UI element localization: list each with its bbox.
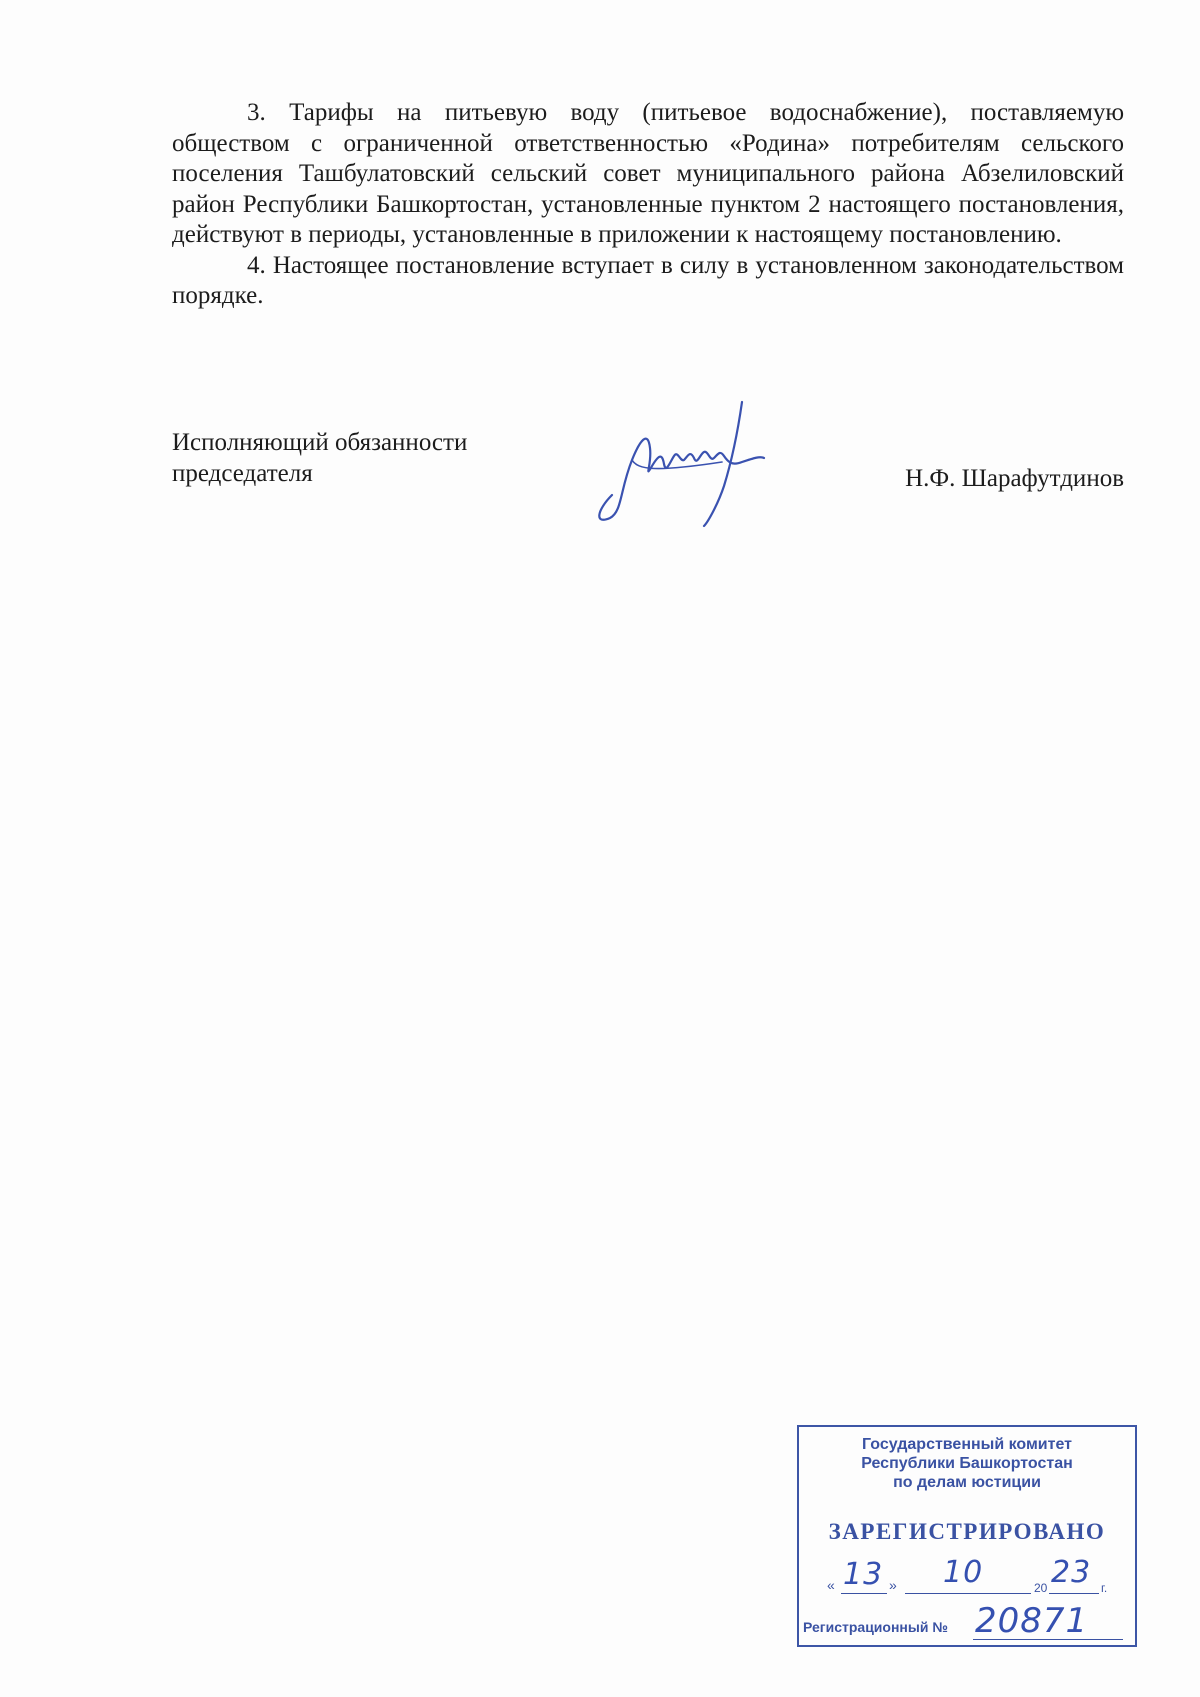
stamp-year-unit: г. bbox=[1101, 1581, 1108, 1595]
paragraph-3: 3. Тарифы на питьевую воду (питьевое водоснабжение), поставляемую обществом с ограниченной ответственностью «Родина» потребителям сельского поселения Ташбулатовский сельский совет муниципального района Абзелиловский район Республики Башкортостан, установленные пунктом 2 настоящего постановления, действуют в периоды, установленные в приложении к настоящему постановлению. bbox=[172, 99, 1124, 248]
stamp-month: 10 bbox=[943, 1555, 984, 1590]
signer-position bbox=[172, 428, 467, 489]
stamp-close-quote: » bbox=[889, 1577, 897, 1593]
paragraph-4: 4. Настоящее постановление вступает в силу в установленном законодательством порядке. bbox=[172, 251, 1124, 309]
stamp-year-line bbox=[1049, 1593, 1099, 1594]
stamp-year: 23 bbox=[1051, 1555, 1092, 1590]
stamp-org-line1: Государственный комитет bbox=[862, 1436, 1072, 1453]
stamp-date bbox=[827, 1555, 1127, 1595]
stamp-org-line3: по делам юстиции bbox=[893, 1474, 1041, 1491]
stamp-registration bbox=[803, 1603, 1133, 1643]
stamp-org-line2: Республики Башкортостан bbox=[861, 1455, 1073, 1472]
stamp-month-line bbox=[905, 1593, 1031, 1594]
signer-position-line2: председателя bbox=[172, 459, 313, 487]
stamp-day-line bbox=[841, 1593, 887, 1594]
registration-stamp bbox=[797, 1425, 1137, 1647]
signature-block bbox=[172, 428, 1124, 528]
signer-name: Н.Ф. Шарафутдинов bbox=[905, 465, 1124, 492]
signer-position-line1: Исполняющий обязанности bbox=[172, 429, 468, 456]
stamp-year-prefix: 20 bbox=[1034, 1581, 1048, 1595]
stamp-open-quote: « bbox=[827, 1577, 835, 1593]
stamp-organization bbox=[799, 1435, 1135, 1492]
document-body bbox=[172, 98, 1124, 312]
handwritten-signature bbox=[592, 400, 772, 530]
stamp-title: ЗАРЕГИСТРИРОВАНО bbox=[828, 1519, 1106, 1544]
stamp-day: 13 bbox=[843, 1557, 884, 1592]
stamp-reg-label: Регистрационный № bbox=[803, 1619, 948, 1635]
stamp-reg-number: 20871 bbox=[975, 1601, 1089, 1641]
